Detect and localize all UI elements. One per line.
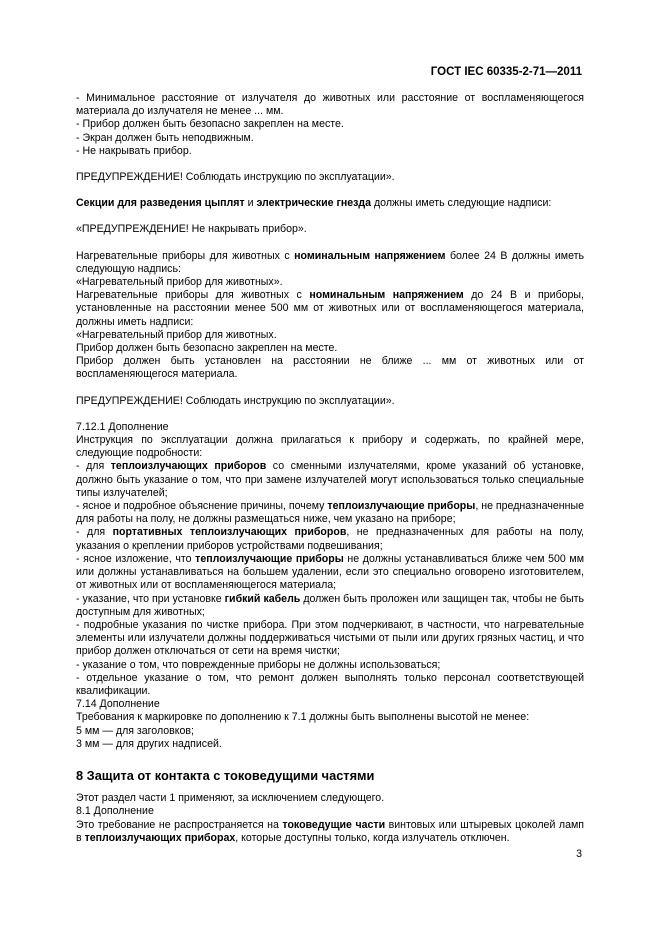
paragraph: Прибор должен быть безопасно закреплен на месте. (76, 342, 338, 355)
text-run: не должны устанавливаться ближе чем 500 мм или должны устанавливаться на большем удалении, если это специально оговорено изготовителем, от животных или от воспламеняющегося материала; (76, 552, 584, 592)
text-run: Нагревательные приборы для животных с (76, 289, 310, 302)
bold-term: Секции для разведения цыплят (76, 197, 245, 210)
text-run: - ясное изложение, что (76, 552, 196, 565)
text-run: до 24 В и приборы, установленные на расстоянии менее 500 мм от животных или от воспламеняющегося материала, должны иметь надписи: (76, 289, 584, 328)
list-item (76, 593, 584, 619)
text-run: более 24 В должны иметь следующую надпись: (76, 249, 584, 275)
standard-header: ГОСТ IEC 60335-2-71—2011 (430, 66, 582, 78)
paragraph: 5 мм — для заголовков; (76, 724, 195, 737)
bold-term: теплоизлучающие приборы (195, 552, 344, 565)
list-item: - отдельное указание о том, что ремонт должен выполнять только персонал соответствующей квалификации. (76, 671, 584, 697)
text-run: - для (76, 460, 111, 473)
text-run: - для (76, 526, 113, 539)
list-item (76, 526, 584, 552)
text-run: должен быть проложен или защищен так, чтобы не быть доступным для животных; (76, 592, 584, 618)
text-run: винтовых или штыревых цоколей ламп в (76, 818, 585, 844)
text-run: со сменными излучателями, кроме указаний об установке, должно быть указание о том, что при замене излучателей могут использоваться только специальные типы излучателей; (76, 460, 585, 499)
list-item (76, 460, 584, 500)
paragraph: Этот раздел части 1 применяют, за исключением следующего. (76, 792, 385, 805)
bold-term: теплоизлучающих приборах (84, 831, 236, 844)
subsection-heading: 7.12.1 Дополнение (76, 420, 169, 433)
paragraph (76, 197, 584, 210)
text-run: - указание, что при установке (76, 592, 225, 605)
text-run: должны иметь следующие надписи: (371, 197, 552, 210)
paragraph (76, 819, 584, 845)
paragraph (76, 289, 584, 329)
paragraph: - Прибор должен быть безопасно закреплен на месте. (76, 118, 344, 131)
section-title: 8 Защита от контакта с токоведущими частями (76, 767, 375, 783)
bold-term: гибкий кабель (224, 592, 301, 605)
paragraph: - Не накрывать прибор. (76, 144, 192, 157)
text-run: , не предназначенных для работы на полу, указания о креплении приборов устройствами подвешивания; (76, 526, 585, 552)
text-run: , которые доступны только, когда излучатель отключен. (235, 831, 510, 844)
paragraph: Прибор должен быть установлен на расстоянии не ближе ... мм от животных или от воспламеняющегося материала. (76, 355, 584, 381)
bold-term: теплоизлучающих приборов (110, 460, 267, 473)
paragraph: Инструкция по эксплуатации должна прилагаться к прибору и содержать, по крайней мере, следующие подробности: (76, 434, 584, 460)
page-content (76, 92, 584, 845)
text-run: Это требование не распространяется на (76, 818, 283, 831)
subsection-heading: 7.14 Дополнение (76, 698, 160, 711)
bold-term: теплоизлучающие приборы (327, 500, 476, 513)
bold-term: номинальным напряжением (309, 289, 464, 302)
paragraph: Требования к маркировке по дополнению к 7.1 должны быть выполнены высотой не менее: (76, 711, 530, 724)
text-run: - ясное и подробное объяснение причины, почему (76, 500, 328, 513)
paragraph: - Экран должен быть неподвижным. (76, 131, 254, 144)
page-number: 3 (576, 848, 582, 860)
subsection-heading: 8.1 Дополнение (76, 805, 154, 818)
paragraph: ПРЕДУПРЕЖДЕНИЕ! Соблюдать инструкцию по эксплуатации». (76, 171, 395, 184)
paragraph: ПРЕДУПРЕЖДЕНИЕ! Соблюдать инструкцию по эксплуатации». (76, 394, 395, 407)
bold-term: портативных теплоизлучающих приборов (112, 526, 347, 539)
paragraph: «Нагревательный прибор для животных». (76, 276, 283, 289)
list-item: - указание о том, что поврежденные приборы не должны использоваться; (76, 658, 441, 671)
bold-term: электрические гнезда (256, 197, 372, 210)
list-item (76, 500, 584, 526)
paragraph: «ПРЕДУПРЕЖДЕНИЕ! Не накрывать прибор». (76, 223, 307, 236)
paragraph: - Минимальное расстояние от излучателя до животных или расстояние от воспламеняющегося материала до излучателя не менее ... мм. (76, 92, 584, 118)
paragraph: «Нагревательный прибор для животных. (76, 328, 277, 341)
text-run: и (244, 197, 257, 210)
paragraph (76, 250, 584, 276)
list-item: - подробные указания по чистке прибора. При этом подчеркивают, в частности, что нагревательные элементы или излучатели должны поддерживаться чистыми от пыли или других грязных частиц, и что прибор должен отключаться от сети на время чистки; (76, 618, 584, 658)
paragraph: 3 мм — для других надписей. (76, 737, 222, 750)
text-run: Нагревательные приборы для животных с (76, 249, 295, 262)
bold-term: номинальным напряжением (294, 249, 446, 262)
text-run: , не предназначенные для работы на полу, не должны размещаться ниже, чем указано на приборе; (76, 500, 585, 526)
bold-term: токоведущие части (282, 818, 386, 831)
list-item (76, 553, 584, 593)
